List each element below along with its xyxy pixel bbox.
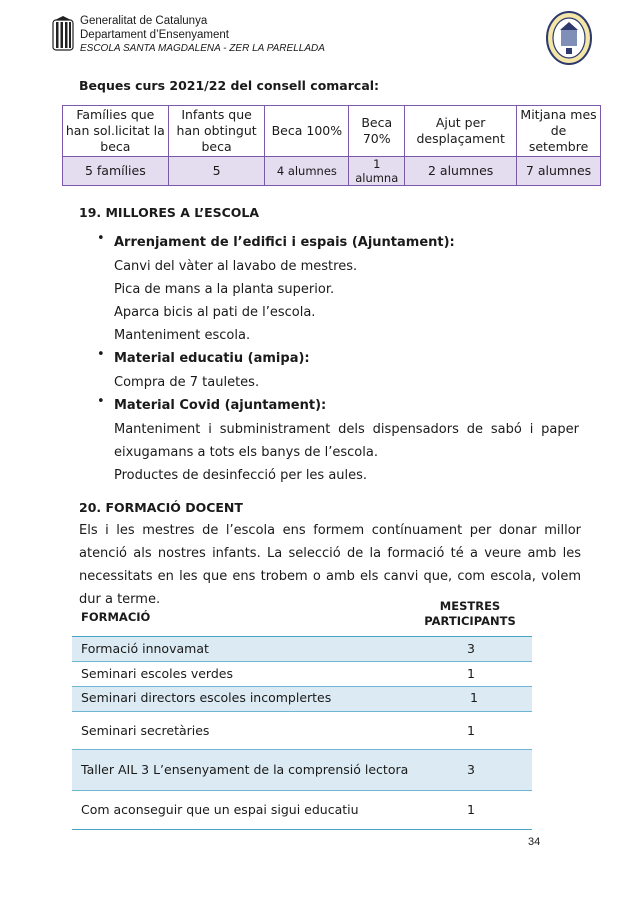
list-item-line: Aparca bicis al pati de l’escola. [114,305,316,320]
formacio-name: Formació innovamat [81,641,209,656]
beques-header-cell: Famílies que han sol.licitat la beca [63,106,169,157]
list-item [79,231,579,347]
beques-header-cell: Mitjana mes de setembre [517,106,601,157]
millores-heading: 19. MILLORES A L’ESCOLA [79,205,260,220]
beques-cell: 4 alumnes [265,157,349,186]
letterhead [52,10,592,66]
list-item-title: Material Covid (ajuntament): [114,398,327,413]
formacio-name: Seminari directors escoles incomplertes [81,690,332,705]
formacio-table [72,596,532,830]
bullet-icon: • [97,231,105,246]
school-seal-icon [544,10,594,66]
formacio-count: 1 [467,802,475,817]
formacio-count: 3 [467,641,475,656]
formacio-name: Seminari escoles verdes [81,666,233,681]
beques-table [62,105,601,186]
list-item-line: Manteniment i subministrament dels dispensadors de sabó i paper [114,422,579,437]
list-item-line: Canvi del vàter al lavabo de mestres. [114,259,358,274]
beques-cell: 2 alumnes [405,157,517,186]
beques-title: Beques curs 2021/22 del consell comarcal: [79,78,380,93]
participants-col-header: MESTRES PARTICIPANTS [424,599,516,628]
formacio-name: Taller AIL 3 L’ensenyament de la comprensió lectora [81,762,409,777]
beques-cell: 1 alumna [349,157,405,186]
table-row [72,791,532,830]
beques-header-cell: Beca 70% [349,106,405,157]
beques-cell: 7 alumnes [517,157,601,186]
bullet-icon: • [97,347,105,362]
table-row [72,687,532,712]
table-row [72,712,532,750]
list-item [79,394,579,487]
bullet-icon: • [97,394,105,409]
list-item-line: Manteniment escola. [114,328,251,343]
formacio-count: 1 [467,666,475,681]
list-item [79,347,579,394]
beques-cell: 5 [168,157,265,186]
table-row [72,637,532,662]
table-row [72,750,532,791]
list-item-line: eixugamans a tots els banys de l’escola. [114,445,378,460]
formacio-count: 3 [467,762,475,777]
beques-cell: 5 famílies [63,157,169,186]
beques-header-cell: Ajut per desplaçament [405,106,517,157]
formacio-heading: 20. FORMACIÓ DOCENT [79,500,243,515]
header-generalitat: Generalitat de Catalunya [80,15,208,27]
formacio-header-row [72,596,532,637]
list-item-title: Arrenjament de l’edifici i espais (Ajuntament): [114,235,455,250]
header-escola: ESCOLA SANTA MAGDALENA - ZER LA PARELLADA [80,43,325,54]
beques-data-row [63,157,601,186]
page-number: 34 [528,836,541,848]
list-item-line: Pica de mans a la planta superior. [114,282,335,297]
formacio-name: Com aconseguir que un espai sigui educatiu [81,802,359,817]
list-item-line: Compra de 7 tauletes. [114,375,260,390]
formacio-col-header: FORMACIÓ [81,610,151,624]
formacio-count: 1 [467,723,475,738]
formacio-count: 1 [470,690,478,705]
table-row [72,662,532,687]
beques-header-row [63,106,601,157]
list-item-title: Material educatiu (amipa): [114,351,310,366]
formacio-paragraph: Els i les mestres de l’escola ens formem contínuament per donar millor atenció als nostres infants. La selecció de la formació té a veure amb les necessitats en les que ens trobem o amb els canvi que, com escola, volem dur a terme. [79,523,581,607]
header-departament: Departament d’Ensenyament [80,29,229,41]
list-item-line: Productes de desinfecció per les aules. [114,468,368,483]
millores-list [79,231,579,487]
formacio-name: Seminari secretàries [81,723,210,738]
catalonia-flag-icon [52,16,74,52]
beques-header-cell: Beca 100% [265,106,349,157]
beques-header-cell: Infants que han obtingut beca [168,106,265,157]
